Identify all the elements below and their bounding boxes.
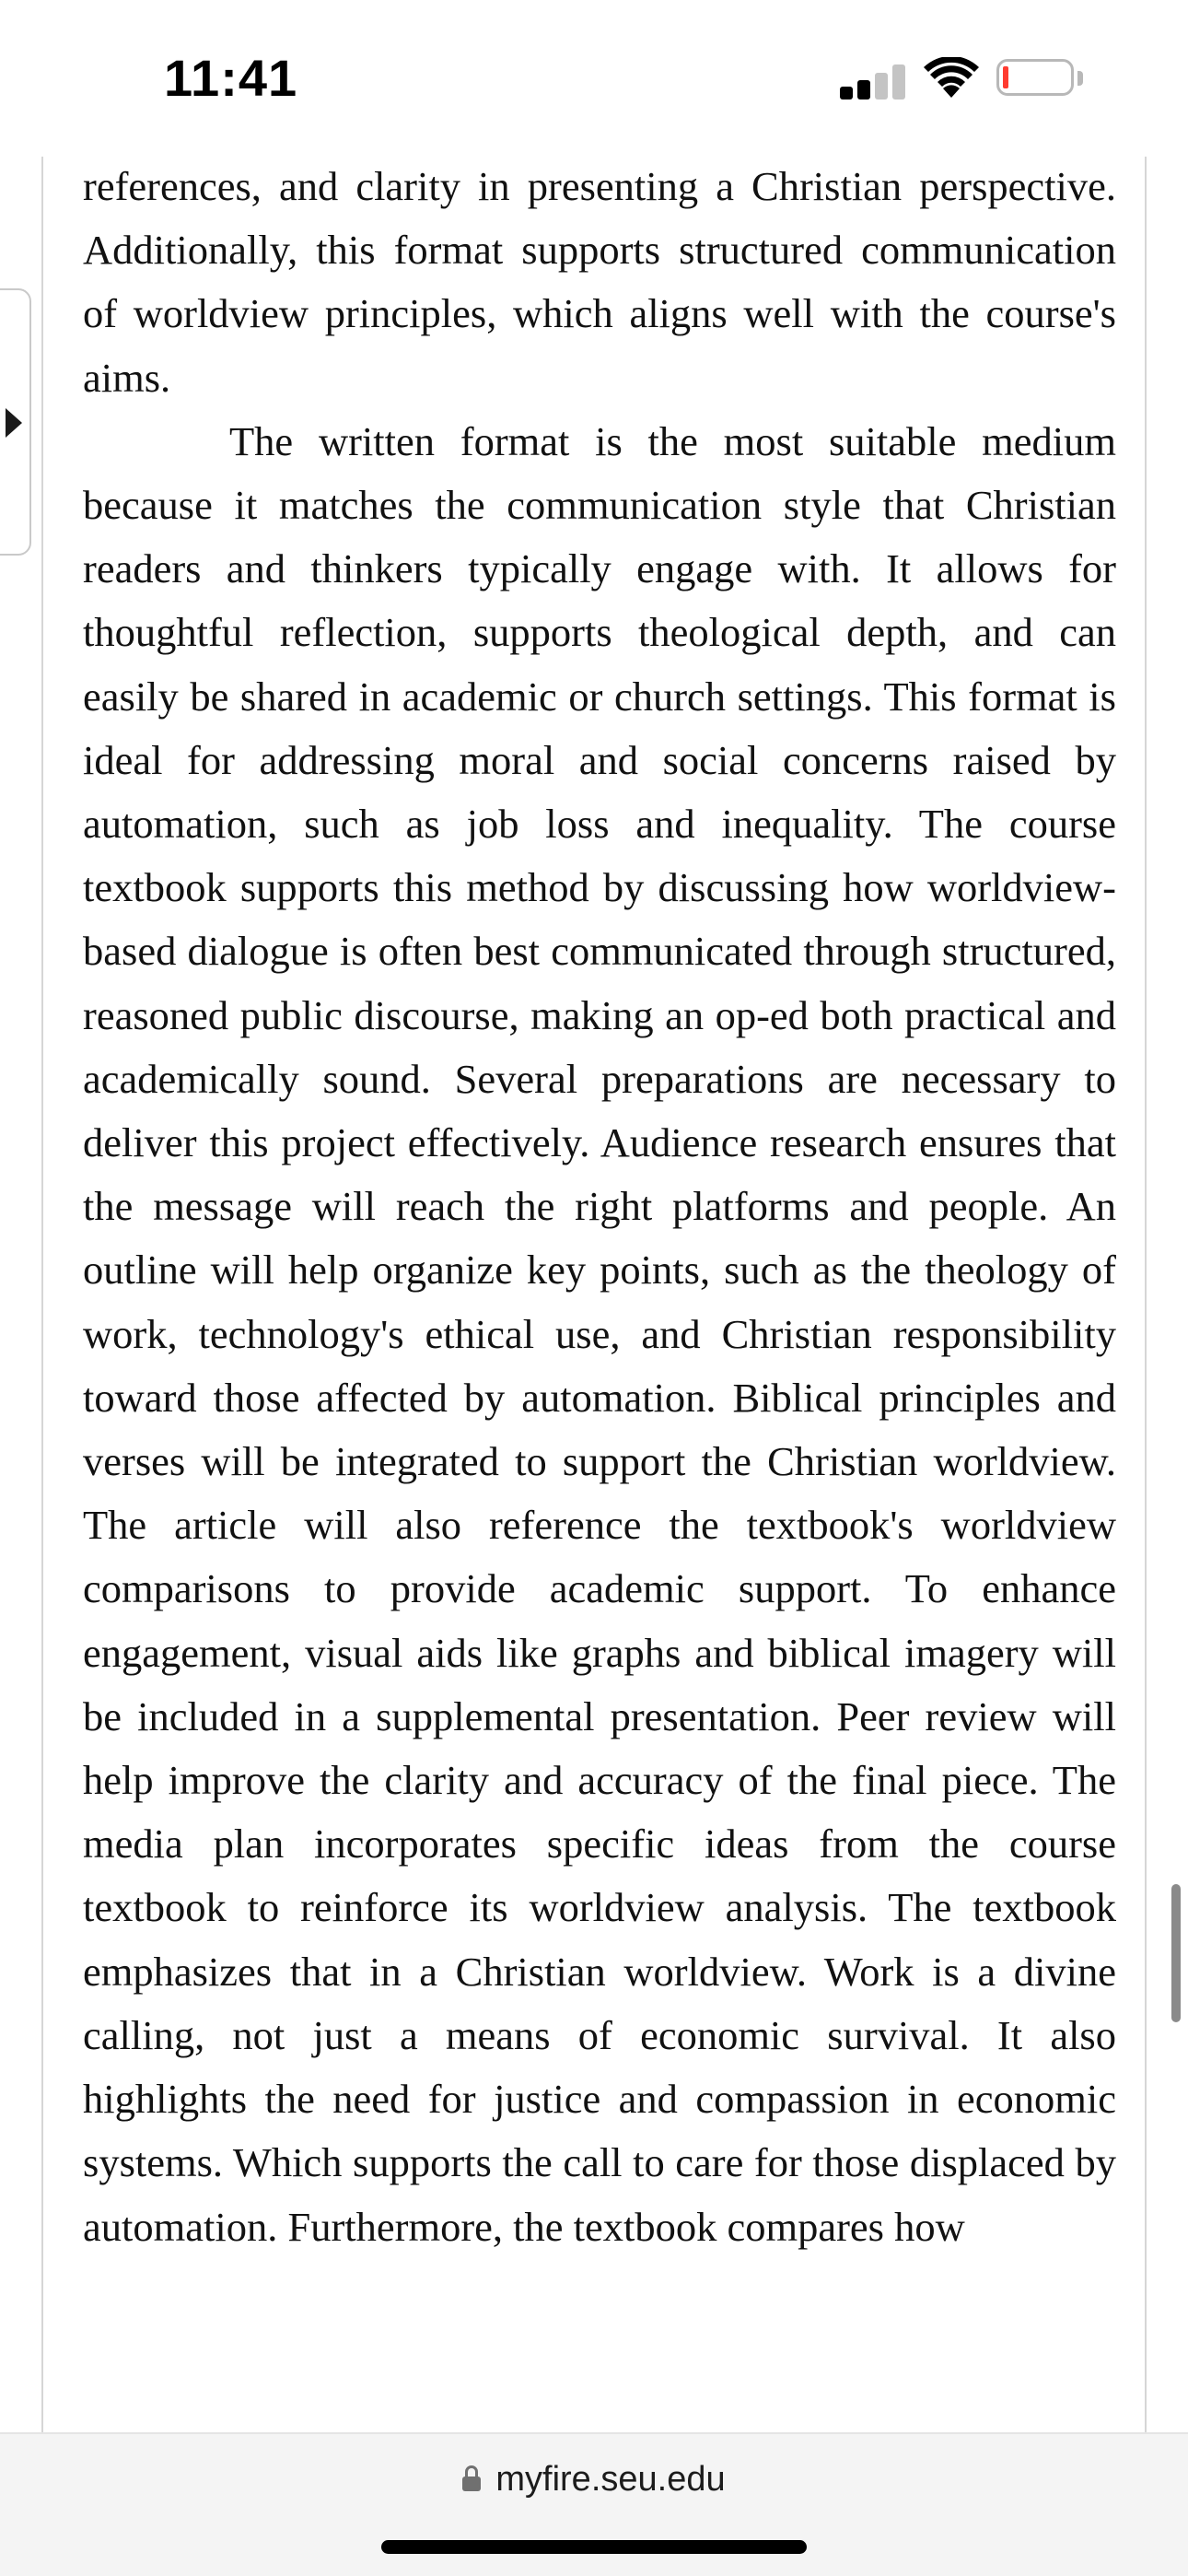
page-edge-right bbox=[1145, 157, 1147, 2432]
lock-icon bbox=[462, 2465, 481, 2493]
document-viewer[interactable] bbox=[0, 157, 1188, 2432]
address-bar[interactable] bbox=[0, 2432, 1188, 2576]
status-time: 11:41 bbox=[164, 49, 298, 107]
battery-low-icon bbox=[996, 59, 1085, 100]
paragraph-written-format: The written format is the most suitable medium because it matches the communication style that Christian readers and thinkers typically engage with. It allows for thoughtful reflection, supports theological depth, and can easily be shared in academic or church settings. This format is ideal for addressing moral and social concerns raised by automation, such as job loss and inequality. The course textbook supports this method by discussing how worldview-based dialogue is often best communicated through structured, reasoned public discourse, making an op-ed both practical and academically sound. Several preparations are necessary to deliver this project effectively. Audience research ensures that the message will reach the right platforms and people. An outline will help organize key points, such as the theology of work, technology's ethical use, and Christian responsibility toward those affected by automation. Biblical principles and verses will be integrated to support the Christian worldview. The article will also reference the textbook's worldview comparisons to provide academic support. To enhance engagement, visual aids like graphs and biblical imagery will be included in a supplemental presentation. Peer review will help improve the clarity and accuracy of the final piece. The media plan incorporates specific ideas from the course textbook to reinforce its worldview analysis. The textbook emphasizes that in a Christian worldview. Work is a divine calling, not just a means of economic survival. It also highlights the need for justice and compassion in economic systems. Which supports the call to care for those displaced by automation. Furthermore, the textbook compares how bbox=[83, 417, 1116, 2250]
sidebar-toggle-button[interactable] bbox=[0, 288, 31, 556]
triangle-right-icon bbox=[6, 408, 22, 438]
cellular-signal-icon bbox=[840, 63, 906, 100]
wifi-icon bbox=[924, 57, 979, 100]
url-text: myfire.seu.edu bbox=[495, 2460, 726, 2499]
status-bar bbox=[0, 0, 1188, 157]
page-edge-left bbox=[41, 157, 43, 2432]
home-indicator[interactable] bbox=[381, 2540, 807, 2554]
scrollbar-thumb[interactable] bbox=[1171, 1884, 1181, 2022]
url-display[interactable] bbox=[0, 2460, 1188, 2500]
paragraph-continued: references, and clarity in presenting a Christian perspective. Additionally, this format supports structured communication of worldview principles, which aligns well with the course's aims. bbox=[83, 163, 1116, 401]
battery-level bbox=[1003, 66, 1008, 88]
document-body bbox=[83, 157, 1116, 2259]
